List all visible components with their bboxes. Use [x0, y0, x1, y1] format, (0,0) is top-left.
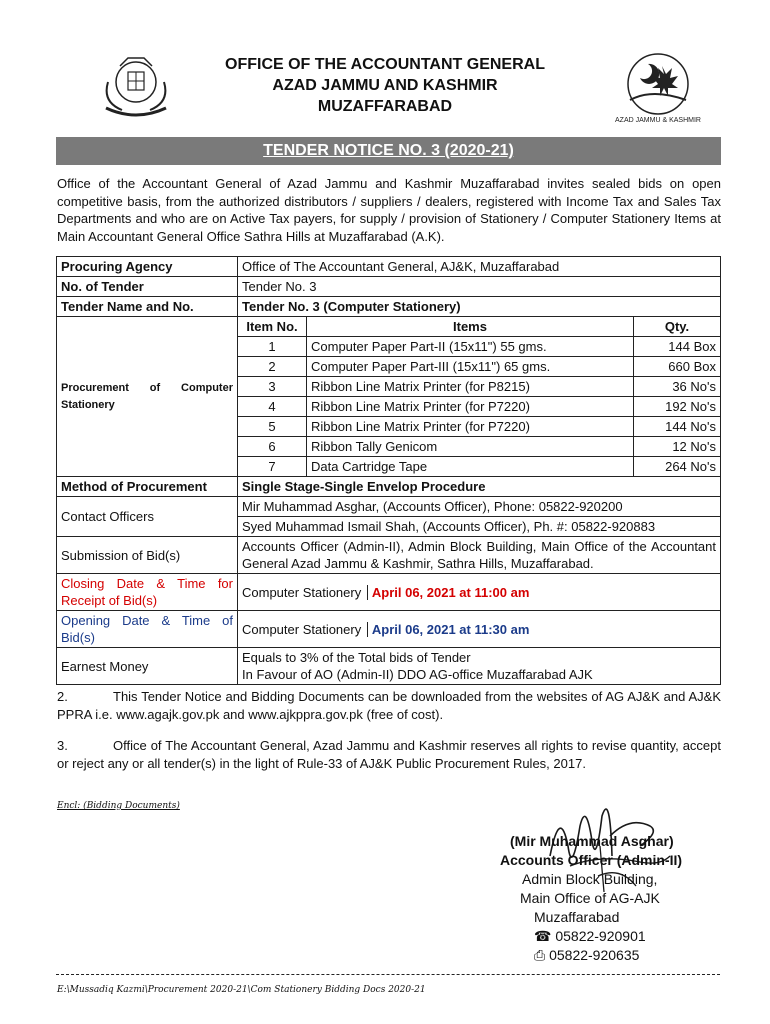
tender-name-label: Tender Name and No. — [57, 297, 238, 317]
tender-details-table — [56, 256, 721, 685]
table-row — [238, 417, 720, 437]
tender-name-value: Tender No. 3 (Computer Stationery) — [238, 297, 721, 317]
earnest-label: Earnest Money — [57, 648, 238, 685]
file-path-footer: E:\Mussadiq Kazmi\Procurement 2020-21\Com Stationery Bidding Docs 2020-21 — [57, 985, 426, 995]
procuring-agency-label: Procuring Agency — [57, 257, 238, 277]
opening-item: Computer Stationery — [242, 621, 362, 637]
signatory-phone: 05822-920901 — [555, 928, 646, 944]
header-line-1: OFFICE OF THE ACCOUNTANT GENERAL — [225, 56, 545, 73]
method-label: Method of Procurement — [57, 477, 238, 497]
signature-block — [500, 832, 710, 965]
item-name: Ribbon Line Matrix Printer (for P7220) — [307, 417, 634, 437]
item-no: 2 — [238, 357, 307, 377]
method-value: Single Stage-Single Envelop Procedure — [238, 477, 721, 497]
item-qty: 144 No's — [634, 417, 721, 437]
footer-divider — [56, 974, 720, 975]
contact-officer-2: Syed Muhammad Ismail Shah, (Accounts Officer), Ph. #: 05822-920883 — [238, 517, 721, 537]
fax-icon: ⎙ — [534, 947, 546, 963]
item-qty: 192 No's — [634, 397, 721, 417]
items-header-no: Item No. — [238, 317, 307, 337]
contact-officer-1: Mir Muhammad Asghar, (Accounts Officer), Phone: 05822-920200 — [238, 497, 721, 517]
paragraph-2-text: This Tender Notice and Bidding Documents can be downloaded from the websites of AG AJ&K and AJ&K PPRA i.e. www.agajk.gov.pk and www.ajkppra.gov.pk (free of cost). — [57, 689, 721, 722]
contact-label: Contact Officers — [57, 497, 238, 537]
signatory-address-2: Main Office of AG-AJK — [520, 890, 660, 906]
telephone-icon: ☎ — [534, 928, 552, 944]
earnest-line-2: In Favour of AO (Admin-II) DDO AG-office Muzaffarabad AJK — [242, 667, 593, 682]
item-name: Computer Paper Part-III (15x11") 65 gms. — [307, 357, 634, 377]
item-name: Ribbon Line Matrix Printer (for P8215) — [307, 377, 634, 397]
item-qty: 660 Box — [634, 357, 721, 377]
signatory-fax: 05822-920635 — [549, 947, 640, 963]
item-qty: 264 No's — [634, 457, 721, 477]
signatory-name: (Mir Muhammad Asghar) — [510, 833, 674, 849]
submission-label: Submission of Bid(s) — [57, 537, 238, 574]
procuring-agency-value: Office of The Accountant General, AJ&K, Muzaffarabad — [238, 257, 721, 277]
table-row — [238, 457, 720, 477]
signatory-address-1: Admin Block Building, — [522, 871, 658, 887]
item-qty: 36 No's — [634, 377, 721, 397]
closing-date: April 06, 2021 at 11:00 am — [367, 585, 530, 600]
item-no: 1 — [238, 337, 307, 357]
enclosure-note: Encl: (Bidding Documents) — [57, 801, 180, 811]
header-line-2: AZAD JAMMU AND KASHMIR — [272, 77, 498, 94]
paragraph-2 — [57, 688, 721, 724]
item-no: 4 — [238, 397, 307, 417]
tender-no-label: No. of Tender — [57, 277, 238, 297]
svg-text:AZAD JAMMU & KASHMIR: AZAD JAMMU & KASHMIR — [615, 117, 701, 124]
signatory-city: Muzaffarabad — [534, 909, 620, 925]
paragraph-2-number: 2. — [57, 689, 68, 704]
document-header — [0, 54, 770, 117]
item-name: Ribbon Line Matrix Printer (for P7220) — [307, 397, 634, 417]
closing-item: Computer Stationery — [242, 584, 362, 600]
item-name: Computer Paper Part-II (15x11") 55 gms. — [307, 337, 634, 357]
opening-date: April 06, 2021 at 11:30 am — [367, 622, 530, 637]
header-line-3: MUZAFFARABAD — [317, 98, 453, 115]
table-row — [238, 337, 720, 357]
paragraph-3 — [57, 737, 721, 773]
paragraph-3-number: 3. — [57, 738, 68, 753]
submission-value: Accounts Officer (Admin-II), Admin Block Building, Main Office of the Accountant General Azad Jammu & Kashmir, Sathra Hills, Muzaffarabad. — [238, 537, 721, 574]
earnest-line-1: Equals to 3% of the Total bids of Tender — [242, 650, 471, 665]
procurement-label: Procurement of Computer Stationery — [57, 317, 238, 477]
tender-no-value: Tender No. 3 — [238, 277, 721, 297]
signatory-title: Accounts Officer (Admin-II) — [500, 852, 683, 868]
closing-label: Closing Date & Time for Receipt of Bid(s) — [57, 574, 238, 611]
item-qty: 144 Box — [634, 337, 721, 357]
table-row — [238, 397, 720, 417]
opening-label: Opening Date & Time of Bid(s) — [57, 611, 238, 648]
table-row — [238, 377, 720, 397]
paragraph-3-text: Office of The Accountant General, Azad Jammu and Kashmir reserves all rights to revise quantity, accept or reject any or all tender(s) in the light of Rule-33 of AJ&K Public Procurement Rules, 2017. — [57, 738, 721, 771]
table-row — [238, 437, 720, 457]
intro-paragraph: Office of the Accountant General of Azad Jammu and Kashmir Muzaffarabad invites sealed bids on open competitive basis, from the authorized distributors / suppliers / dealers, registered with Income Tax and Sales Tax Departments and who are on Active Tax payers, for supply / provision of Stationery / Computer Stationery Items at Main Accountant General Office Sathra Hills at Muzaffarabad (A.K). — [57, 176, 721, 244]
item-qty: 12 No's — [634, 437, 721, 457]
item-no: 3 — [238, 377, 307, 397]
items-header-qty: Qty. — [634, 317, 721, 337]
items-table — [238, 317, 720, 476]
item-no: 7 — [238, 457, 307, 477]
items-header-item: Items — [307, 317, 634, 337]
table-row — [238, 357, 720, 377]
item-name: Data Cartridge Tape — [307, 457, 634, 477]
item-name: Ribbon Tally Genicom — [307, 437, 634, 457]
item-no: 5 — [238, 417, 307, 437]
item-no: 6 — [238, 437, 307, 457]
tender-notice-title: TENDER NOTICE NO. 3 (2020-21) — [56, 137, 721, 165]
